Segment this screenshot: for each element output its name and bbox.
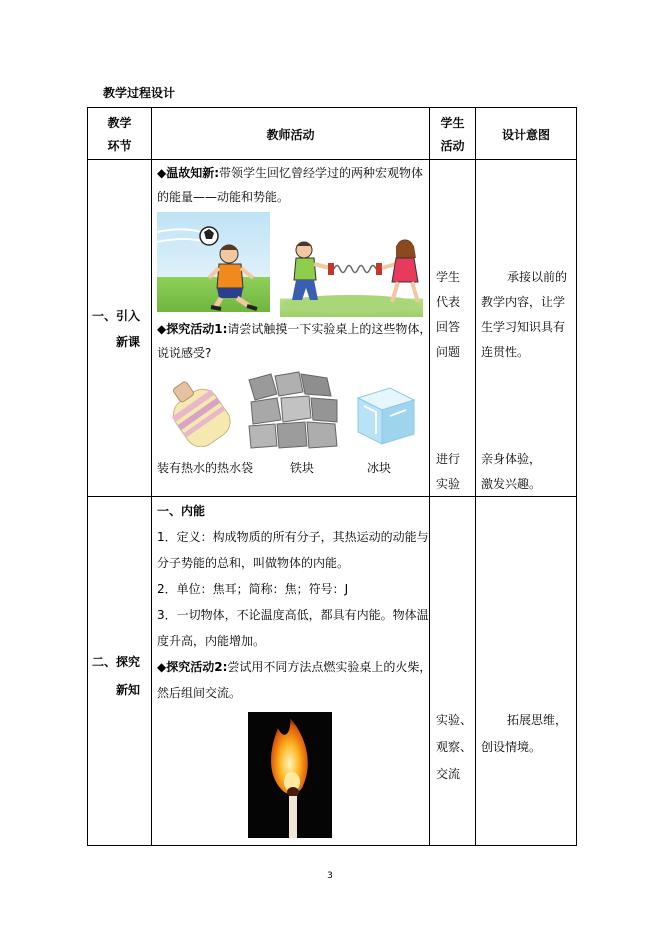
spring-tug-image [280, 232, 423, 317]
row2-student-1: 实验、 [436, 713, 473, 727]
row1-intent-6: 激发兴趣。 [481, 477, 542, 491]
internal-energy-heading: 一、内能 [157, 504, 206, 518]
caption-iron: 铁块 [290, 461, 315, 475]
activity2-label: ◆探究活动2: [157, 660, 228, 674]
row1-intent-5: 亲身体验， [481, 452, 542, 466]
row1-student-6: 实验 [436, 477, 461, 491]
row1-student-3: 回答 [436, 320, 461, 334]
iron-blocks-image [247, 370, 339, 450]
ice-cube-image [350, 378, 420, 448]
header-stage-line1: 教学 [107, 116, 132, 130]
review-text: 带领学生回忆曾经学过的两种宏观物体 [219, 166, 424, 180]
row2-student-3: 交流 [436, 767, 461, 781]
row1-intent-4: 连贯性。 [481, 345, 530, 359]
activity1-text: 请尝试触摸一下实验桌上的这些物体， [227, 322, 432, 336]
row2-intent-1: 拓展思维， [507, 713, 568, 727]
row1-stage-line1: 一、引入 [92, 309, 141, 323]
row2-intent-2: 创设情境。 [481, 740, 542, 754]
row2-student-2: 观察、 [436, 740, 473, 754]
definition-line-2: 分子势能的总和，叫做物体的内能。 [157, 556, 350, 570]
row2-stage-line1: 二、探究 [92, 655, 141, 669]
row1-intent-3: 生学习知识具有 [481, 320, 566, 334]
review-label: ◆温故知新: [157, 166, 220, 180]
activity2-text-2: 然后组间交流。 [157, 686, 242, 700]
row1-intent-2: 教学内容，让学 [481, 295, 566, 309]
header-student-line1: 学生 [440, 116, 465, 130]
activity1-text-2: 说说感受? [157, 346, 212, 360]
review-paragraph [157, 166, 423, 180]
burning-match-image [248, 712, 332, 838]
row1-stage-line2: 新课 [116, 335, 141, 349]
row2-stage-line2: 新知 [116, 683, 141, 697]
activity1-label: ◆探究活动1: [157, 322, 228, 336]
caption-hot-water-bag: 装有热水的热水袋 [157, 461, 254, 475]
row1-student-2: 代表 [436, 295, 461, 309]
header-teacher: 教师活动 [266, 128, 315, 142]
activity2-text: 尝试用不同方法点燃实验桌上的火柴， [227, 660, 432, 674]
header-intent: 设计意图 [501, 128, 550, 142]
row1-student-5: 进行 [436, 452, 461, 466]
activity2-paragraph [157, 660, 431, 674]
header-stage-line2: 环节 [107, 139, 132, 153]
header-student-line2: 活动 [440, 139, 465, 153]
property-line-2: 度升高，内能增加。 [157, 634, 266, 648]
caption-ice: 冰块 [367, 461, 392, 475]
soccer-player-image [157, 212, 270, 312]
row1-student-4: 问题 [436, 345, 461, 359]
unit-line: 2．单位：焦耳；简称：焦；符号：J [157, 582, 349, 596]
hot-water-bag-image [160, 372, 240, 447]
activity1-paragraph [157, 322, 431, 336]
section-title: 教学过程设计 [103, 86, 176, 100]
row1-student-1: 学生 [436, 270, 461, 284]
row1-intent-1: 承接以前的 [507, 270, 568, 284]
page-number: 3 [327, 871, 333, 881]
review-text-2: 的能量——动能和势能。 [157, 190, 290, 204]
definition-line-1: 1．定义：构成物质的所有分子，其热运动的动能与 [157, 530, 429, 544]
property-line-1: 3．一切物体，不论温度高低，都具有内能。物体温 [157, 608, 429, 622]
